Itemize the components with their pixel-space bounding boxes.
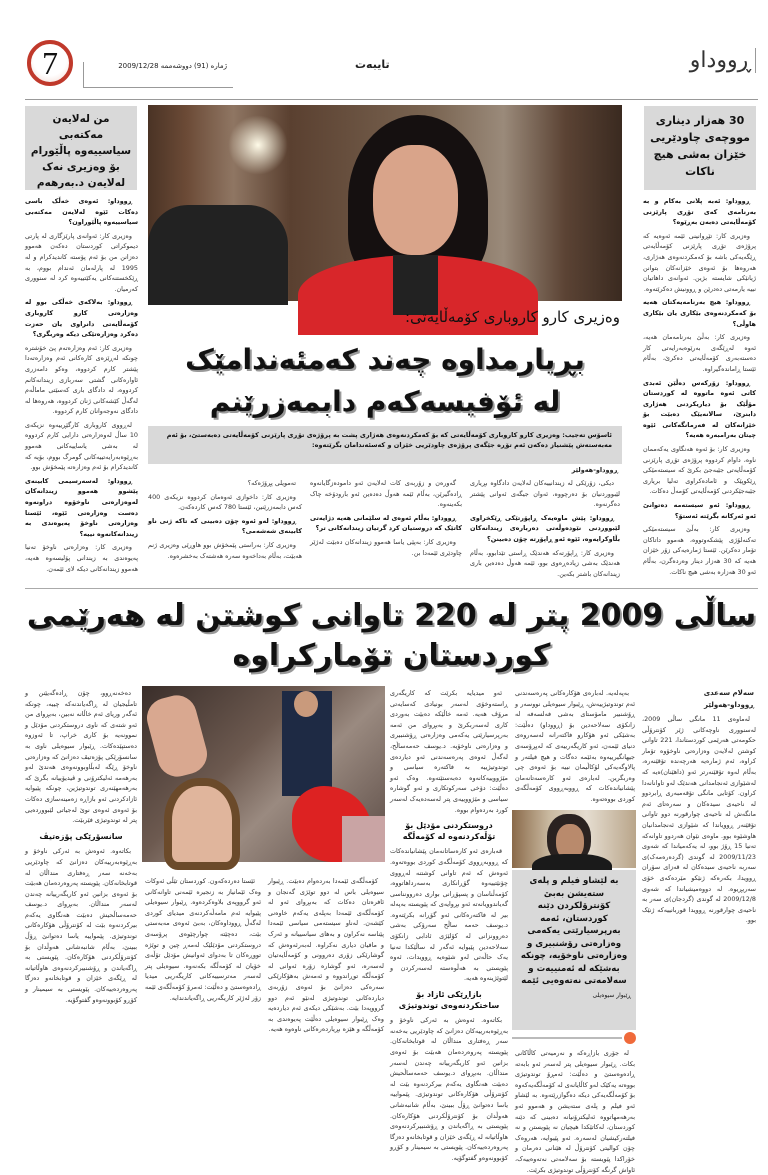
masthead — [25, 38, 758, 100]
paragraph: دیکی، زۆرێکی لە زیندانییەکان لەلایەن دادگاوە بڕیاری لێبووردنیان بۆ دەرچووە، ئەوان جیگەی ئەوانی پێشتر دەگرنەوە. — [470, 479, 620, 509]
article-column — [268, 876, 384, 1122]
top-right-teaser: 30 هەزار دیناری مووچەی چاودێریی خێزان بەشی هیچ ناکات — [644, 106, 756, 190]
paragraph: وەزیری کار: بەڵێ بەرنامەمان هەیە، ئەوە لەڕێگەی بەرێوەبەرایەتی کار دەستەبەری کۆمەڵایەتی دەکرێ، بەڵام ئێستا ڕاماندەگیراوە. — [643, 333, 756, 373]
paragraph: ڕووداو: لەسەرسیمی کابینەی پێشوو هەموو زیندانەکان لەوەزارەتی ناوخۆوە دراونەوە دەست وەزارەتی ئێوە، ئێستا وەزارەتی ناوخۆ پەیوەندی بە زیندانەکانەوە نییە؟ — [25, 476, 138, 538]
interview-byline: ڕووداو-هەولێر — [571, 466, 618, 474]
pull-quote-text: بە لێشاو فیلم و پلەی ستەیشن بەبێ کۆنترۆلکردن دێنە کوردستان، ئەمە بەرپرسیارێتی یەکەمی وەزارەتی رۆشنبیری و وەزارەتی ناوخۆیە، چونکە بەشێکە لە ئەمنییەت و سەلامەتی نەتەوەیی ئێمە — [520, 876, 628, 986]
paragraph: وەزیری کار: بەپێی یاسا هەموو زیندانەکان دەبێت لەژێر چاودێری ئێمەدا بن. — [310, 537, 462, 557]
pull-quote — [512, 870, 636, 1030]
interview-headline-line2: لە ئۆفیسەکەم دابمەزرێنم — [209, 385, 561, 418]
paragraph: ڕووداو: ئەبە پلانی بەکام و بە بەرنامەی کەی تۆڕی پارێزنی کۆمەڵایەتی دەبەن بەڕێوە؟ — [643, 197, 756, 227]
interview-column — [470, 478, 620, 578]
subheading: سانسۆرێکی پۆزەتیڤ — [39, 831, 123, 841]
paragraph: وەزیری کار: وەزارەتی ناوخۆ تەنیا پەیوەندی بە زیندانی پۆلیسەوە هەیە، هەموو زیندانەکانی دیکە لای ئێمەن. — [25, 543, 138, 573]
section-title: تایبەت — [355, 58, 390, 71]
quote-marker-dot — [624, 1032, 636, 1044]
paragraph: وەزیری کار: بەراستی پێمخۆش بوو هاوڕێی وەزیری ژنم هەبێت، بەڵام بەداخەوە سەرە هەشتەک بەخشرەوە. — [148, 540, 302, 560]
paragraph: ڕووداو: بەلاکەی خەڵکی بوو لە وەزارەتی کارو کاروباری کۆمەڵایەتی دانراوی یان حەزت دەکرد وەزارەتێکی دیکە وەربگری؟ — [25, 298, 138, 339]
pull-quote-byline: ڕێبوار سیوەیلی — [592, 991, 631, 999]
violence-headline: ساڵی 2009 پتر لە 220 تاوانی کوشتن لە هەرێمی کوردستان تۆمارکراوە — [26, 598, 757, 673]
paragraph: بکاتەوە. ئەوەش بە ئەرکی ناوخۆ و بەڕێوەبەرییەکان دەزانێ کە چاودێریی بەخەنە سەر ڕەفتاری منداڵان لە قوتابخانەکان. پێویستە پەروەردەمان هەبێت بۆ ئەوەی بزانین ئەو کاریگەرییانە چەندن لەسەر منداڵان. بەبڕوای د.یوسف حەمەساڵحیش دەبێت هەنگاوی یەکەم بیرکردنەوە بێت لە کۆنترۆڵی هۆکارەکانی توندوتیژی. پێمواییە یاسا دەتوانێ ڕۆڵ ببینێ، بەڵام شانبەشانی هەوڵدان بۆ کۆنترۆڵکردنی هۆکارەکان. پێویستی بە ڕاگەیاندن و ڕۆشنبیرکردنەوەی هاوڵاتیانە لە ڕێگەی خێزان و قوتابخانەو دەزگا پەروەردەییەکان. پێویستی بە سیمینار و کۆڕو کۆبوونەوەو گفتوگۆیە. — [25, 847, 137, 1004]
paragraph: ڕووداو: پێش ماوەیەک ڕاپۆرتێکی ڕێکخراوی لێبووردنی نێودەوڵەتی دەربارەی زیندانەکان بڵاوکرایەوە، ئێوە ئەو ڕاپۆرتە چۆن دەبینن؟ — [470, 513, 620, 543]
article-column — [642, 714, 756, 1122]
article-column — [145, 876, 261, 1122]
interview-intro: ئاسۆس تەجیب: وەزیری کارو کاروباری کۆمەڵایەتی کە بۆ کەمکردنەوەی هەژاری پشت بە پرۆژەی تۆڕی پارێزنی کۆمەڵایەتی دەبەستێ، بۆ ئەم مەبەستەش پێشنیاز دەکەن ئەم تۆڕە جێگەی پرۆژەی چاودێریی خێزان و کەسئەندامان بگرێتەوە: — [148, 426, 622, 464]
subheading: دروستکردنی مۆدێل بۆ تۆڵەکردنەوە لە کۆمەڵگە — [402, 821, 496, 841]
violence-collage-photo — [142, 686, 385, 862]
violence-byline: ڕووداو-هەولێر — [703, 701, 754, 709]
newspaper-logo: ڕووداو — [690, 48, 756, 73]
minister-photo — [148, 105, 622, 301]
paragraph: بکاتەوە. ئەوەش بە ئەرکی ناوخۆ و بەڕێوەبەرییەکان دەزانێ کە چاودێریی بەخەنە سەر ڕەفتاری منداڵان لە قوتابخانەکان. پێویستە پەروەردەمان هەبێت بۆ ئەوەی بزانین ئەو کاریگەرییانە چەندن لەسەر منداڵان. بەبڕوای د.یوسف حەمەساڵحیش دەبێت هەنگاوی یەکەم بیرکردنەوە بێت لە کۆنترۆڵی هۆکارەکانی توندوتیژی. پێمواییە یاسا دەتوانێ ڕۆڵ ببینێ، بەڵام شانبەشانی هەوڵدان بۆ کۆنترۆڵکردنی هۆکارەکان. پێویستی بە ڕاگەیاندن و ڕۆشنبیرکردنەوەی هاوڵاتیانە لە ڕێگەی خێزان و قوتابخانەو دەزگا پەروەردەییەکان. پێویستی بە سیمینار و کۆڕو کۆبوونەوەو گفتوگۆیە. — [390, 1016, 508, 1162]
paragraph: قەبارەی ئەو کارەساتانەمان پێشانیاندەکات کە ڕووبەڕووی کۆمەڵگەی کوردی بووەتەوە. ئەوەش کە ئەم تاوانی کوشتنە لەڕووی چۆنێتییەوە گۆڕانکاری بەسەرداهاتووە، کۆمەڵناسان و پسپۆڕانی بواری دەروونناسی گەیاندوویانەتە ئەو بڕوایەی کە پێویستە بەپەلە بیر لە فاکتەرەکانی ئەو گۆڕانە بکرێتەوە. د.یوسف حەمە ساڵح سەرۆکی بەشی دەروونزانی لە کۆلێژی ئادابی زانکۆی سەلاحەدین پێیوایە ئەگەر لە ساڵێکدا تەنیا یەک حاڵەتی لەو شێوەیە ڕوویدات، ئەوە پێویستی بە هەڵوەستە لەسەرکردن و لێتوێژینەوە هەیە. — [390, 847, 508, 983]
paragraph: لەماوەی 11 مانگی ساڵی 2009، لەسنووری ناوچەکانی ژێر کۆنترۆڵی حکومەتی هەرێمی کوردستاندا، 221 تاوانی کوشتن لەلایەن وەزارەتی ناوخۆوە تۆمار کراوە، ئەم ژمارەیە هەرچەندە تۆقێنەرە، بەڵام لەوە تۆقێنەرتر ئەو (داهێنان)ەیە کە لەشێوازی ئەنجامدانی هەندێک لەو تاوانانەدا کراون. کۆتایی مانگی تۆقەمبەری ڕابردوو لە ناحیەی سیدەکان و سەرەتای ئەم مانگەش لە ناحیەی چوارقورنە دوو تاوانی تۆقێنەر ڕوویاندا کە شێوازی ئەنجامدانیان هاوشێوە بوو. ماوەی نێوان هەردوو تاوانەکە تەنیا 15 ڕۆژ بوو، لە یەکەمیاندا کە شەوی 2009/11/23 لە گوندی (گردەرەمەک)ی سەربە ناحیەی سیدەکان لە قەزای سۆران ڕوویدا، بکەرەکە ژنێکو مێردەکەی خۆی سەربڕیوە. لە دووەمیشیاندا کە شەوی 2009/12/8 لە گوندی (گردجان)ی سەر بە ناحیەی چوارقورنە ڕوویدا قوربانییەکە ژنێک بوو. — [642, 715, 756, 925]
interview-left-column — [25, 196, 138, 572]
paragraph: کۆمەڵگەی ئێمەدا بەردەوام دەبێت. ڕێبوار سیوەیلی باس لە دوو توێژی گەنجان و ئافرەتان دەکات کە بەبڕوای ئەو لە کۆمەڵگەی ئێمەدا بەپلەی یەکەم خاوەنی کێشەن. لەناو سیستەمی سیاسی ئێمەدا پێناسە نەکراون و بەهای سیاسییانە و ئەرک و مافیان دیاری نەکراوە. لەبەرئەوەش کە گوشارێکی زۆری دەروونی و کۆمەڵایەتیان لەسەرە، ئەو گوشارە زۆرە ئەوانی لە کۆمەڵگە توڕاندووە و ئەمەش بەهۆکارێکی سەرەکی دەزانێ بۆ ئەوەی زۆربەی دیاردەکانی توندوتیژی لەنێو ئەم دوو گرووپەدا بێت. بەشێکی دیکەی ئەم دیاردەیە وەک ڕێبوار سیوەیلی دەڵێت پەیوەندی بە کۆمەڵگە و هێزە بڕیاردەرەکانی ناوەوە هەیە. — [268, 877, 384, 1034]
interview-right-column — [643, 196, 756, 576]
page-number: 7 — [42, 44, 58, 81]
interview-column — [148, 478, 302, 574]
interview-kicker: وەزیری کارو کاروباری کۆمەڵایەتی: — [404, 308, 620, 326]
paragraph: ڕووداو: زۆرکەس دەڵێن ئەبدی کاتی ئەوە ماتووە لە کوردستان مۆڵێک بۆ دیاریکردنی هەژاری دابنرێ، سالانەیێک دەبێت بۆ خێزانەکان لە فەرمانگەکانی ئێوە چیتان بەرامبەرە هەیە؟ — [643, 378, 756, 440]
paragraph: وەزیری کار: ئەوانەی پارێزگاری لە پارتی دیموکراتی کوردستان دەکەن هەموو دەزانن من بۆ ئەم پۆستە کاندیدکرام و لە 1995 لە پارلەمان ئەندام بووم، بە ڕێکخستنەکانی یەکێتییەوە کرد لە سنووری کەرمیان. — [25, 231, 138, 293]
paragraph: تەمویلی پڕۆژەکە؟ — [247, 479, 296, 487]
subheading: بازاڕێکی ئازاد بۆ ساختکردنەوەی توندوتیژی — [398, 990, 500, 1010]
interview-column — [310, 478, 462, 574]
paragraph: ڕووداو: هیچ بەرنامەیەکتان هەیە بۆ کەمکردنەوەی بێکاری یان بێکاری هاوڵی؟ — [643, 298, 756, 328]
paragraph: ڕووداو: لەو ئەوە چۆن دەبینی کە تاکە ژنی ناو کابینەی شەشەمی؟ — [148, 516, 302, 536]
issue-date: ژمارە (91) دووشەممە 2009/12/28 — [83, 62, 233, 88]
paragraph: وەزیری کار: ڕاپۆرتەکە هەندێک ڕاستی تێدابوو، بەڵام هەندێک بەشی زیادەڕەوی بوو، ئێمە هەوڵ دەدەین باری زیندانەکان باشتر بکەین. — [470, 548, 620, 578]
paragraph: وەزیری کار: تێڕوانینی ئێمە ئەوەیە کە پرۆژەی تۆڕی پارێزنی کۆمەڵایەتی ڕێگەیەکی باشە بۆ کەمکردنەوەی هەژاری، هەروەها بۆ ئەوەی خێزانەکان بتوانن ژیانێکی شایستە بژین. ئەوانەی داهاتیان نییە یارمەتی دەدرێن و ڕوونیش دەکرێتەوە. — [643, 231, 756, 293]
paragraph: گەورەن و زۆربەی کات لەلایەن ئەو دامودەزگایانەوە ڕادەگیرێن، بەڵام ئێمە هەوڵ دەدەین ئەو بارودۆخە چاک بکەینەوە. — [310, 479, 462, 509]
paragraph: وەزیری کار: بۆ ئەوە هەنگاوی یەکەممان ناوە، داوام کردووە پرۆژەی تۆڕی پارێزنی کۆمەڵایەتی جێبەجێ بکرێ کە سیستەمێکی ڕێکوپێک و ئامادەکراوی تەلیا بریاری جێبەجێکردنی کۆمەڵایەتی کۆمەڵ دەکات. — [643, 445, 756, 496]
paragraph: بەپەلەیە. لەبارەی هۆکارەکانی پەرەسەندنی ئەم توندوتیژییەش، ڕێبوار سیوەیلی نووسەر و ڕۆشنبیر مامۆستای بەشی فەلسەفە لە زانکۆی سەلاحەدین بۆ (ڕووداو) دەڵێت: بەشێکی ئەو هۆکارو فاکتەرانە لەسەروەی دنیای ئێمەن، ئەو کاریگەرییەی کە لەپڕۆسەی جیهانگیرییەوە بەئێمە دەگات و هیچ فیلتەر و پالاوگەیەکی لۆکاڵیمان نییە بۆ ئەوەی چی وەربگرین. لەبارەی ئەو کارەسەتانەمان پێشانیاندەکات کە ڕووبەڕووی کۆمەڵگەی کوردی بووەتەوە. — [515, 689, 635, 803]
page-number-badge — [27, 40, 73, 86]
paragraph: لە جۆری بازاڕەکە و نەرمیەتی کاڵاکانی بکات. ڕێبوار سیوەیلی پتر لەسەر ئەو بابەتە ڕادەوەستێ و دەڵێت: ئەمڕۆ توندوتیژی بووەتە یەکێک لەو کاڵایانەی لە کۆمەڵگەیەکەوە بۆ کۆمەڵگەیەکی دیکە دەگوازرێتەوە. بە لێشاو ئەو فیلم و پلەی ستەیشن و هەموو ئەو بەرهەمهاتووە ئەلیکترۆنیانە دەبینی کە دێنە کوردستان، لەکاتێکدا هیچیان نە پێویستن و نە فیلتەرکیشیان لەسەرە. ئەو پێیوایە، هەروەک چۆن کوالیتی کۆنترۆڵ لە هێنانی دەرمان و خۆراکدا پێویستە بۆ سەلامەتی نەتەوەییەک، ئاواش گرنگە کۆنترۆڵی توندوتیژی بکرێت. — [515, 1049, 635, 1174]
paragraph: ڕووداو: ئەو سیستەمە دەتوانێ ئەو ئەرکانە بگرێتە ئەستۆ؟ — [643, 501, 756, 520]
paragraph: دەخەنەڕوو، چۆن ڕادەگەیێنن و تامڵیجیان لە ڕاگەیاندنەکە چییە، چونکە ئەگەر وریای ئەم خاڵانە نەبین، بەبڕوای من ئەو شتەی کە ناوی دروستکردنی مۆدێل و نموونەیە بۆ کاری خراپ، تا ئەوزوە دەستپێدەکات. ڕێبوار سیوەیلی ناوی بە سانسۆرێکی پۆزەتیڤ دەزانێ کە وەزارەتی ناوخۆ ڕێگە لەبڵاوبوونەوەی هەندێ لەو بەرهەمە ئەلیکترۆنی و ڤیدیۆییانە بگرێ کە بەرهەمهێنەری توندوتیژین، چونکە پێیوایە ئازادکردنی ئەو بازاڕە زەمینەسازی دەکات بۆ ئەوەی ئەوەی نوێ لەجیاتی لێبووردەیی پتر لە توندوتیژی فێربێت. — [25, 689, 137, 825]
interview-headline-line1: بڕیارمداوە چەند کەمئەندامێک — [185, 343, 585, 376]
article-column — [515, 688, 635, 806]
article-column — [25, 688, 137, 1120]
quote-marker-line — [512, 1037, 622, 1039]
paragraph: وەزیری کار: ئەم وەزارەتەم پێ خۆشترە چونکە لەڕێزەی کارەکانی ئەم وەزارەتەدا پێشتر کارم کردووە، وەکو دامەزری ئاوارەکانی گشتی سەربازی زیندانەکانم کردووە، لە دادگای باری کەسێتی ماماڵەم لەگەڵ کێشەکانی ژنان کردووە، هەروەها لە دادگای نەوجەوانان کارم کردووە. — [25, 343, 138, 416]
paragraph: وەزیری کار: بەڵێ سیستەمێکی تەکنەلۆژی پێشکەوتووە، هەموو داتاکان تۆمار دەکرێن. ئێستا ژمارەیەکی زۆر خێزان هەیە کە 30 هەزار دینار وەردەگرن، بەڵام ئەو 30 هەزارە بەشی هیچ ناکات. — [643, 525, 756, 576]
paragraph: لەڕووی کاروباری کارگێڕییەوە نزیکەی 10 ساڵ لەوەزارەتی دارایی کارم کردووە لە بەشی یاساییەکانی هەموو بەڕێوەبەرایەتییەکانی گومرگ بووم، بۆیە کە کاندیدکرام بۆ ئەم وەزارەتە پێمخۆش بوو. — [25, 420, 138, 472]
paragraph: وەزیری کار: داخوازی ئەوەمان کردووە نزیکەی 400 کەس دابمەزرێنین، ئێستا 780 کەس کاردەکەن. — [148, 492, 302, 512]
paragraph: ڕووداو: ئەوەی خەڵک باسی دەکات ئێوە لەلایەن مەکتەبی سیاسییەوە پاڵێوراون؟ — [25, 197, 138, 227]
violence-author: سەلام سەعدی — [703, 689, 754, 697]
article-column — [515, 1048, 635, 1174]
article-column — [390, 688, 508, 1162]
paragraph: ئەو میدیایە بکرێت کە کاریگەری ڕاستەوخۆی لەسەر بونیادی کەسایەتی مرۆڤ هەیە. ئەمە خاڵێکە دەبێت بەوردی کاری لەسەربکرێ و بەبڕوای من ئەمە بەرپرسیارێتی یەکەمی وەزارەتی ڕۆشنبیری و وەزارەتی ناوخۆیە. د.یوسف حەمەساڵح، لەگەڵ ئەوەی پەرەسەندنی ئەو دیاردەی توندوتیژییە بە فاکتەرە سیاسی و مێژووییەکانەوە دەبەستێتەوە. وەک ئەو دەڵێت: دۆخی سەرکوتکاری و ئەو گوشارە سیاسی و مێژووییەی پتر لەسەدەیەک لەسەر کورد بەردەوام بووە. — [390, 689, 508, 814]
top-left-teaser: من لەلایەن مەکتەبی سیاسییەوە پاڵێورام بۆ وەزیری نەک لەلایەن د.بەرهەم — [25, 106, 137, 190]
paragraph: ئێستا دەردەکەون. کوردستان تێڵی ئەوکات وەک ئێمانیاز بە زنجیرە ئێمەنی تاوانەکانی ئەو گرووپەی بلاوەکردەوە. ڕێبوار سیوەیلی پێیوایە ئەم مامەڵەکردنەی میدیای کوردی لەگەڵ ڕووداوەکان، بەبێ ئەوەی مەبەستی بێت، دەچێتە چوارچێوەی پرۆسەی دروستکردنی مۆدێلێک لەمەڕ چین و توێژە تووڕەکان تا بەدوای ئەوانیش مۆدێل تۆڵەی خۆیان لە کۆمەڵگە بکەنەوە. سیوەیلی پتر لەسەر مەترسییەکانی کاریگەریی میدیا ڕادەوەستێ و دەڵێت: ئەمرۆ کۆمەڵگەی ئێمە زۆر لەژێر کاریگەریی ڕاگەیاندندایە. — [145, 877, 261, 1002]
author-photo — [512, 810, 636, 868]
paragraph: ڕووداو: بەڵام ئەوەی لە سلێمانی هەیە دژایەتی کاتێک کە دروستیان کرد گرتیان زیندانەکانی تر؟ — [310, 513, 462, 533]
section-divider — [25, 588, 758, 589]
